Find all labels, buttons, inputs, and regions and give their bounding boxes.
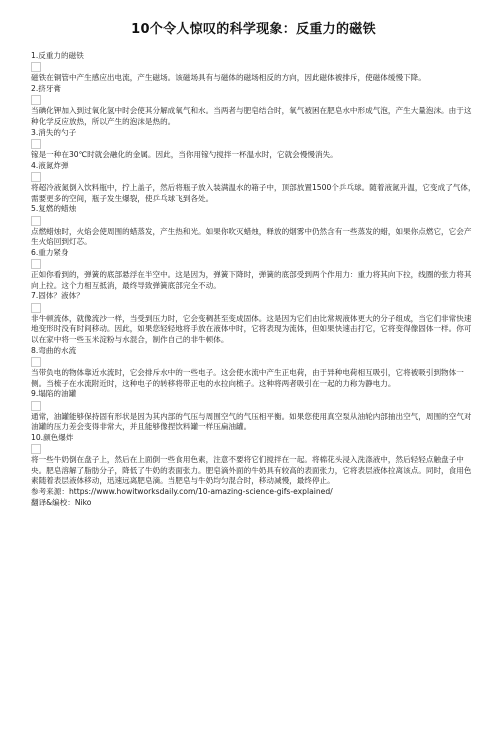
broken-image-placeholder [31, 62, 41, 72]
article-section [31, 128, 476, 161]
broken-image-placeholder [31, 172, 41, 182]
section-heading: 7.固体？液体？ [31, 291, 84, 301]
section-heading: 9.塌陷的油罐 [31, 389, 77, 399]
article-section [31, 389, 476, 433]
article-section [31, 204, 476, 248]
section-heading: 5.复燃的蜡烛 [31, 204, 77, 214]
section-paragraph: 镓是一种在30℃时就会融化的金属。因此，当你用镓勺搅拌一杯温水时，它就会慢慢消失。 [31, 150, 338, 159]
article-section [31, 84, 476, 128]
section-heading: 10.颜色爆炸 [31, 432, 74, 442]
section-paragraph: 正如你看到的，弹簧的底部悬浮在半空中。这是因为，弹簧下降时，弹簧的底部受到两个作用力：重力将其向下拉，线圈的张力将其向上拉。这个力相互抵消，最终导致弹簧底部完全不动。 [31, 270, 472, 290]
broken-image-placeholder [31, 357, 41, 367]
article-body [31, 51, 476, 487]
broken-image-placeholder [31, 303, 41, 313]
section-paragraph: 当带负电的物体靠近水流时，它会排斥水中的一些电子。这会使水流中产生正电荷，由于异种电荷相互吸引，它将被吸引到物体一侧。当梳子在水流附近时，这种电子的转移将带正电的水拉向梳子。这种将两者吸引在一起的力称为静电力。 [31, 367, 464, 388]
source-reference: 参考来源：https://www.howitworksdaily.com/10-amazing-science-gifs-explained/ [31, 486, 333, 496]
section-paragraph: 将超冷液氮倒入饮料瓶中，拧上盖子，然后将瓶子放入装满温水的箱子中，顶部放置1500个乒乓球。随着液氮升温，它变成了气体，需要更多的空间，瓶子发生爆裂，使乒乓球飞到各处。 [31, 183, 476, 203]
section-paragraph: 点燃蜡烛时，火焰会使周围的蜡蒸发，产生热和光。如果你吹灭蜡烛，释放的烟雾中仍然含有一些蒸发的蜡，如果你点燃它，它会产生火焰回到灯芯。 [31, 226, 472, 247]
article-section [31, 291, 476, 345]
section-paragraph: 非牛顿流体，就像流沙一样，当受到压力时，它会变稠甚至变成固体。这是因为它们由比常规液体更大的分子组成，当它们非常快速地变形时没有时间移动。因此，如果您轻轻地将手放在液体中时，它将表现为流体，但如果快速击打它，它将变得像固体一样。你可以在家中将一些玉米淀粉与水混合，制作自己的非牛顿体。 [31, 313, 472, 344]
section-heading: 6.重力紧身 [31, 247, 69, 257]
translator-credit: 翻译&编校：Niko [31, 497, 92, 507]
article-section [31, 161, 476, 205]
article-section [31, 346, 476, 390]
article-section [31, 433, 476, 487]
section-paragraph: 磁铁在铜管中产生感应出电流，产生磁场。该磁场具有与磁体的磁场相反的方向，因此磁体被排斥，使磁体缓慢下降。 [31, 73, 426, 83]
section-heading: 4.液氮炸弹 [31, 160, 69, 170]
broken-image-placeholder [31, 259, 41, 269]
broken-image-placeholder [31, 216, 41, 226]
section-heading: 8.弯曲的水流 [31, 345, 77, 355]
section-paragraph: 当碘化钾加入到过氧化氢中时会使其分解成氧气和水。当两者与肥皂结合时，氧气被困在肥皂水中形成气泡，产生大量泡沫。由于这种化学反应放热，所以产生的泡沫是热的。 [31, 106, 472, 126]
article-section [31, 51, 476, 84]
broken-image-placeholder [31, 444, 41, 454]
document-page [0, 18, 476, 508]
broken-image-placeholder [31, 139, 41, 149]
section-paragraph: 通常，油罐能够保持固有形状是因为其内部的气压与周围空气的气压相平衡。如果您使用真空泵从油轮内部抽出空气，周围的空气对油罐的压力差会变得非常大，并且能够像捏饮料罐一样压扁油罐。 [31, 411, 472, 432]
section-heading: 2.挤牙膏 [31, 84, 62, 93]
broken-image-placeholder [31, 95, 41, 105]
section-heading: 3.消失的勺子 [31, 127, 77, 137]
section-paragraph: 将一些牛奶倒在盘子上，然后在上面倒一些食用色素，注意不要将它们搅拌在一起。将棉花头浸入洗涤液中，然后轻轻点触盘子中央。肥皂溶解了脂肪分子，降低了牛奶的表面张力。肥皂滴外面的牛奶具有较高的表面张力，它将表层液体拉离该点。同时，食用色素随着表层液体移动，迅速远离肥皂滴。当肥皂与牛奶均匀混合时，移动减慢，最终停止。 [31, 455, 472, 486]
article-section [31, 248, 476, 292]
section-heading: 1.反重力的磁铁 [31, 51, 84, 60]
page-title: 10个令人惊叹的科学现象：反重力的磁铁 [131, 22, 376, 37]
broken-image-placeholder [31, 401, 41, 411]
